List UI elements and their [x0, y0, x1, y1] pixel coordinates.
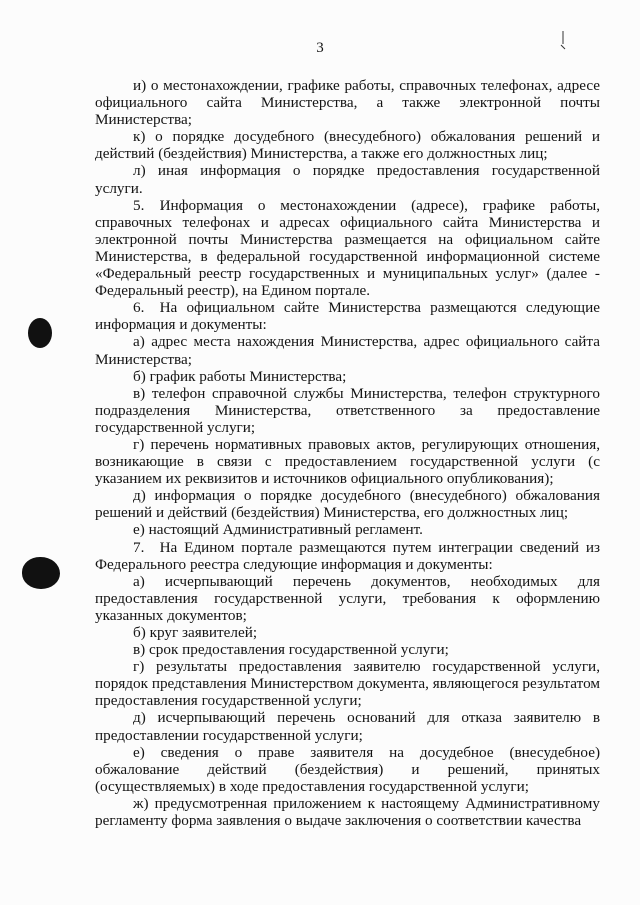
page-number: 3	[316, 40, 324, 56]
paragraph-7-a: а) исчерпывающий перечень документов, необходимых для предоставления государственной услуги, требования к оформлению указанных документов;	[95, 572, 600, 624]
paragraph-7-b: б) круг заявителей;	[133, 624, 258, 641]
paragraph-section-6: 6. На официальном сайте Министерства размещаются следующие информация и документы:	[95, 299, 600, 334]
paragraph-6-b: б) график работы Министерства;	[133, 367, 347, 385]
paragraph-6-e: е) настоящий Административный регламент.	[133, 521, 423, 539]
paragraph-7-zh: ж) предусмотренная приложением к настоящему Административному регламенту форма заявления о выдаче заключения о соответствии качества	[95, 794, 600, 830]
paragraph-7-v: в) срок предоставления государственной услуги;	[133, 641, 449, 659]
document-body	[95, 77, 600, 829]
paragraph-section-5: 5. Информация о местонахождении (адресе), графике работы, справочных телефонах и адресах официального сайта Министерства и электронной почты Министерства размещается на официальном сайте Министерства, в федеральной государственной информационной системе «Федеральный реестр государственных и муниципальных услуг» (далее - Федеральный реестр), на Едином портале.	[95, 196, 600, 300]
hole-punch-mark-bottom	[22, 557, 60, 589]
paragraph-6-g: г) перечень нормативных правовых актов, регулирующих отношения, возникающие в связи с предоставлением государственной услуги (с указанием их реквизитов и источников официального опубликования);	[95, 435, 600, 488]
paragraph-6-d: д) информация о порядке досудебного (внесудебного) обжалования решений и действий (бездействия) Министерства, его должностных лиц;	[95, 487, 600, 522]
paragraph-6-v: в) телефон справочной службы Министерства, телефон структурного подразделения Министерства, ответственного за предоставление государственной услуги;	[95, 384, 600, 436]
paragraph-section-7: 7. На Едином портале размещаются путем интеграции сведений из Федерального реестра следующие информация и документы:	[95, 538, 600, 573]
paragraph-6-a: а) адрес места нахождения Министерства, адрес официального сайта Министерства;	[95, 333, 600, 368]
paragraph-item-l: л) иная информация о порядке предоставления государственной услуги.	[95, 162, 600, 197]
hole-punch-mark-top	[28, 318, 52, 348]
pen-mark-icon	[560, 30, 566, 52]
paragraph-7-d: д) исчерпывающий перечень оснований для отказа заявителю в предоставлении государственной услуги;	[95, 709, 600, 744]
paragraph-7-e: е) сведения о праве заявителя на досудебное (внесудебное) обжалование действий (бездействия) и решений, принятых (осуществляемых) в ходе предоставления государственной услуги;	[95, 743, 600, 795]
paragraph-item-k: к) о порядке досудебного (внесудебного) обжалования решений и действий (бездействия) Министерства, а также его должностных лиц;	[95, 128, 600, 163]
paragraph-7-g: г) результаты предоставления заявителю государственной услуги, порядок представления Министерством документа, являющегося результатом предоставления государственной услуги;	[95, 658, 600, 710]
paragraph-item-i: и) о местонахождении, графике работы, справочных телефонах, адресе официального сайта Министерства, а также электронной почты Министерства;	[95, 77, 600, 129]
